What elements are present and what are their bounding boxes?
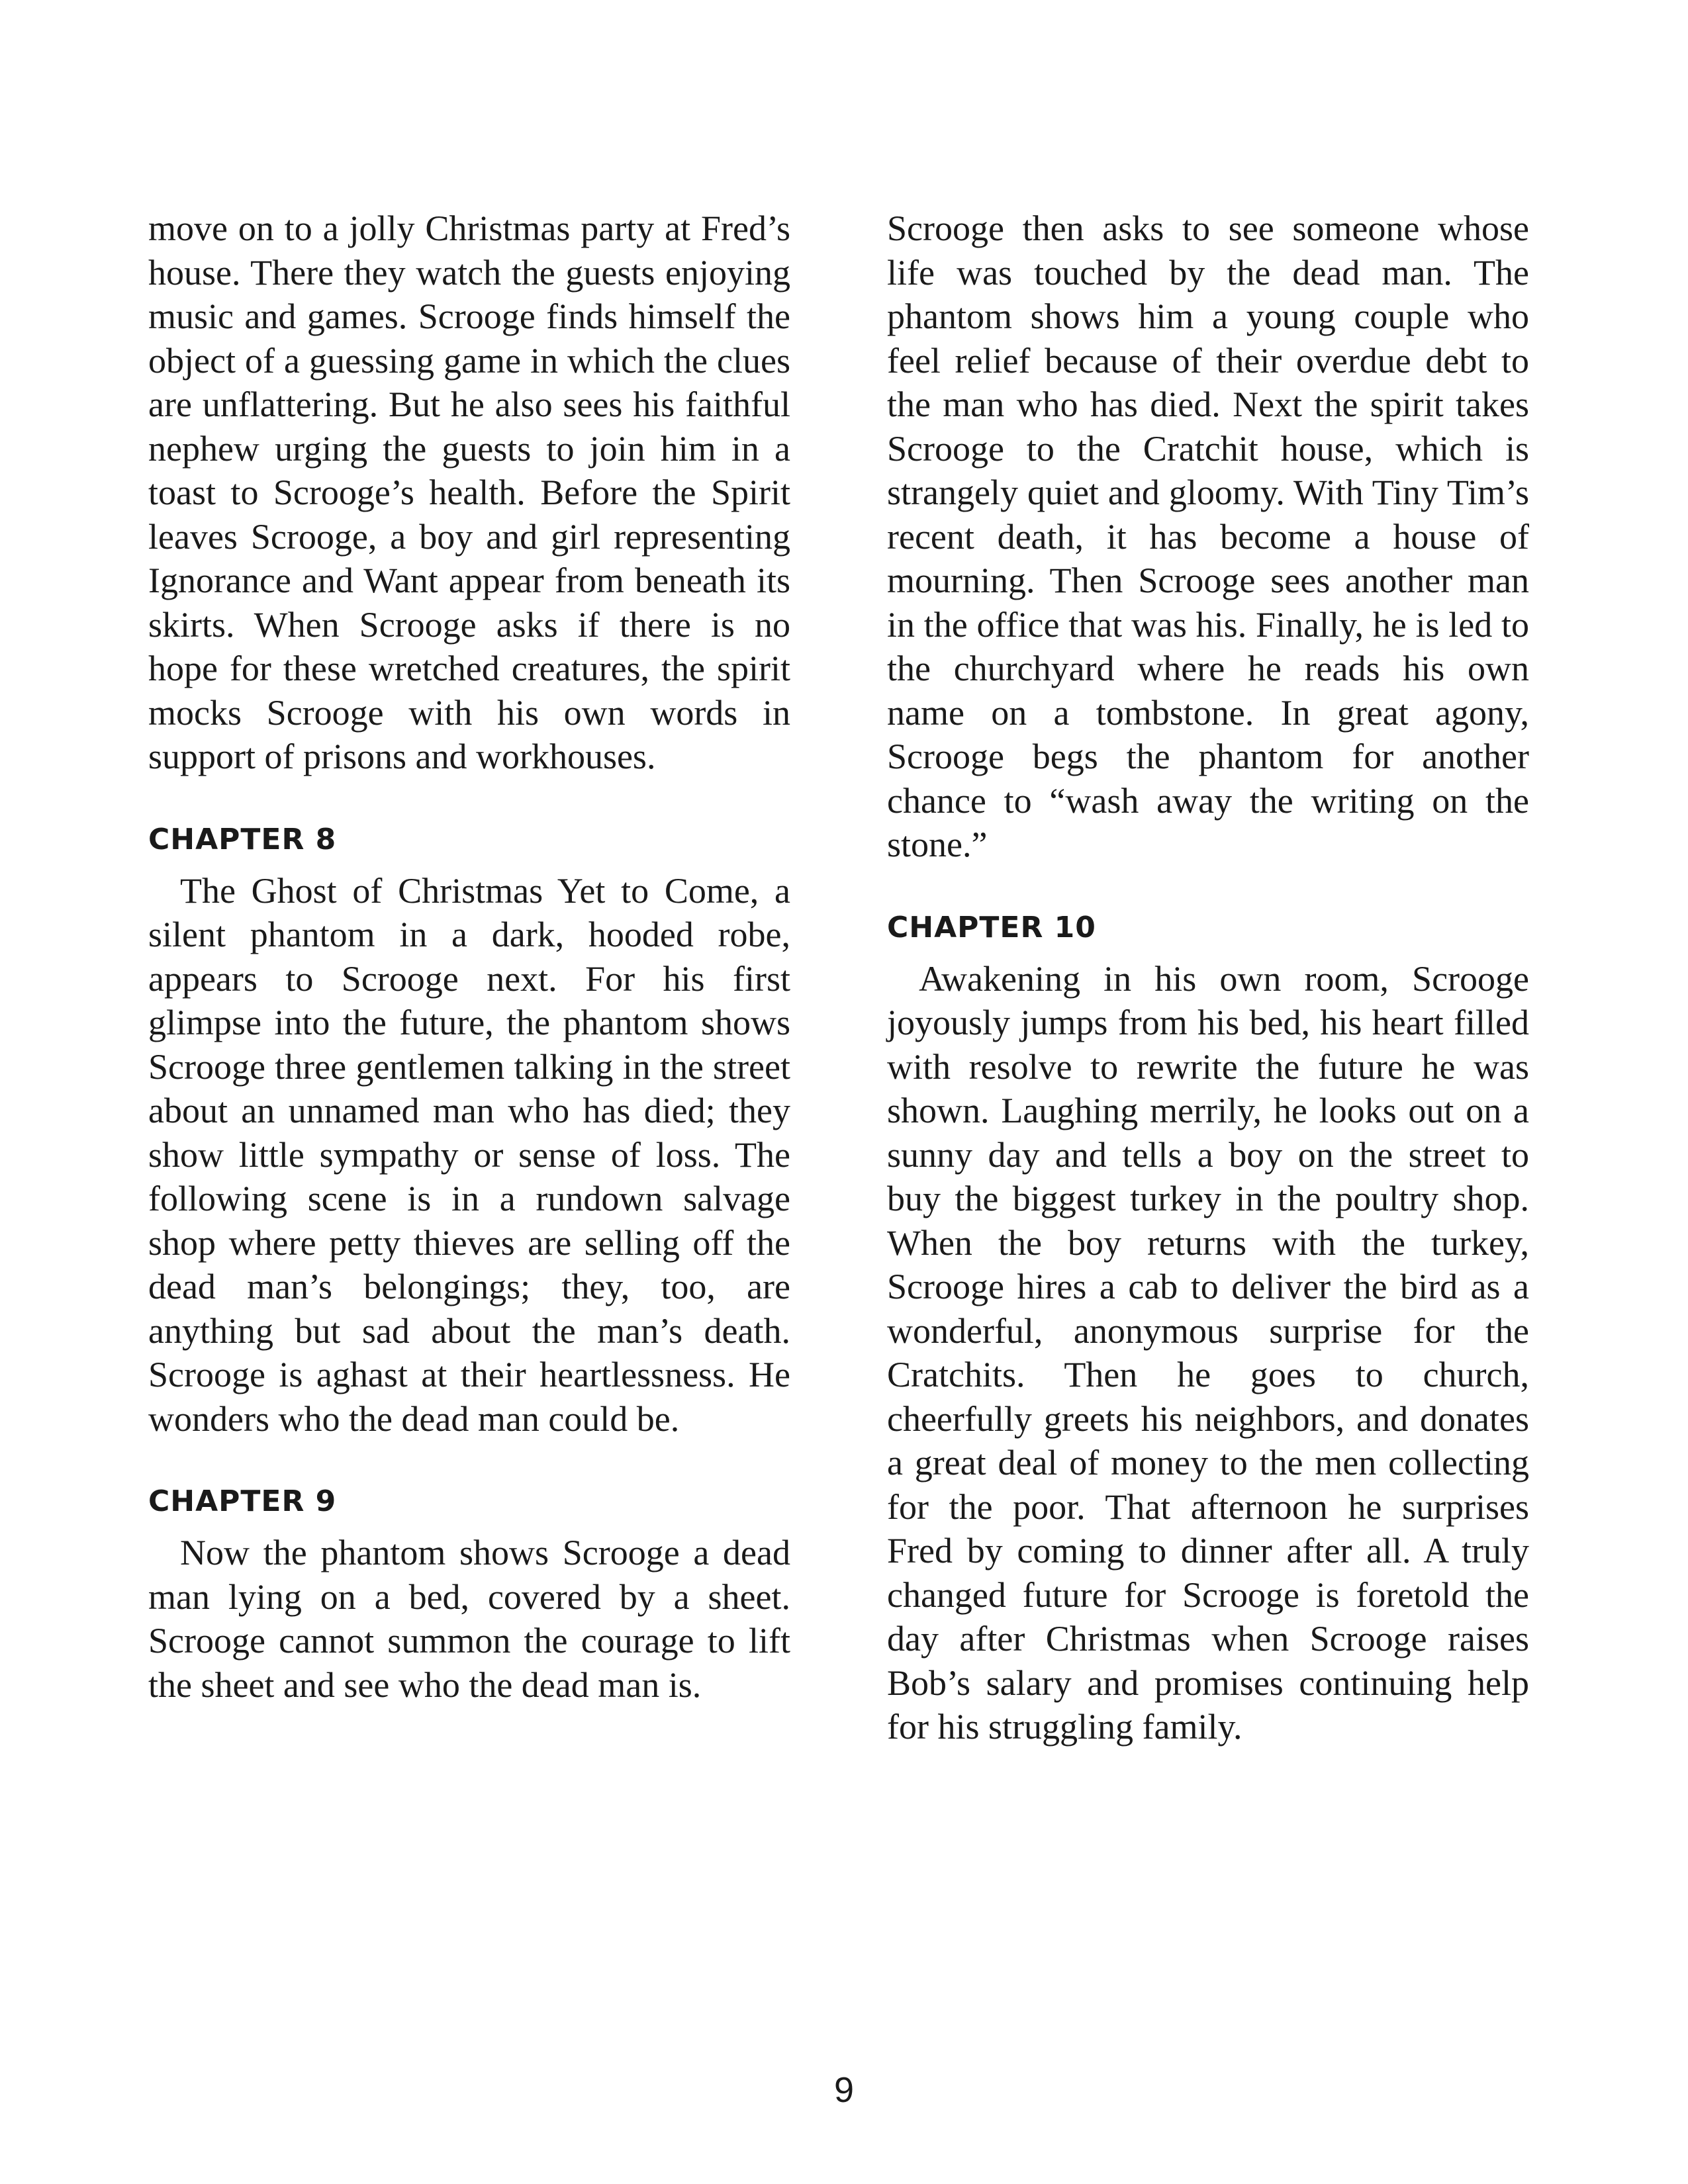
page-number: 9 <box>833 2070 855 2110</box>
chapter-7-continuation-paragraph: move on to a jolly Christmas party at Fred’s house. There they watch the guests enjoying music and games. Scrooge finds himself the object of a guessing game in which the clues are unflattering. But he also sees his faithful nephew urging the guests to join him in a toast to Scrooge’s health. Before the Spirit leaves Scrooge, a boy and girl representing Ignorance and Want appear from beneath its skirts. When Scrooge asks if there is no hope for these wretched creatures, the spirit mocks Scrooge with his own words in support of prisons and workhouses. <box>148 208 790 776</box>
right-column <box>887 206 1529 1749</box>
chapter-9-paragraph: Now the phantom shows Scrooge a dead man lying on a bed, covered by a sheet. Scrooge cannot summon the courage to lift the sheet and see who the dead man is. <box>148 1533 790 1705</box>
chapter-10-paragraph: Awakening in his own room, Scrooge joyously jumps from his bed, his heart filled with resolve to rewrite the future he was shown. Laughing merrily, he looks out on a sunny day and tells a boy on the street to buy the biggest turkey in the poultry shop. When the boy returns with the turkey, Scrooge hires a cab to deliver the bird as a wonderful, anonymous surprise for the Cratchits. Then he goes to church, cheerfully greets his neighbors, and donates a great deal of money to the men collecting for the poor. That afternoon he surprises Fred by coming to dinner after all. A truly changed future for Scrooge is foretold the day after Christmas when Scrooge raises Bob’s salary and promises continuing help for his struggling family. <box>887 958 1529 1747</box>
chapter-9-continuation-paragraph: Scrooge then asks to see someone whose life was touched by the dead man. The phantom shows him a young couple who feel relief because of their overdue debt to the man who has died. Next the spirit takes Scrooge to the Cratchit house, which is strangely quiet and gloomy. With Tiny Tim’s recent death, it has become a house of mourning. Then Scrooge sees another man in the office that was his. Finally, he is led to the churchyard where he reads his own name on a tombstone. In great agony, Scrooge begs the phantom for another chance to “wash away the writing on the stone.” <box>887 208 1529 864</box>
chapter-8-heading: CHAPTER 8 <box>148 822 337 856</box>
chapter-9-heading: CHAPTER 9 <box>148 1484 337 1518</box>
chapter-10-heading: CHAPTER 10 <box>887 910 1096 944</box>
chapter-8-paragraph: The Ghost of Christmas Yet to Come, a silent phantom in a dark, hooded robe, appears to Scrooge next. For his first glimpse into the future, the phantom shows Scrooge three gentlemen talking in the street about an unnamed man who has died; they show little sympathy or sense of loss. The following scene is in a rundown salvage shop where petty thieves are selling off the dead man’s belongings; they, too, are anything but sad about the man’s death. Scrooge is aghast at their heartlessness. He wonders who the dead man could be. <box>148 870 790 1439</box>
left-column <box>148 206 790 1707</box>
